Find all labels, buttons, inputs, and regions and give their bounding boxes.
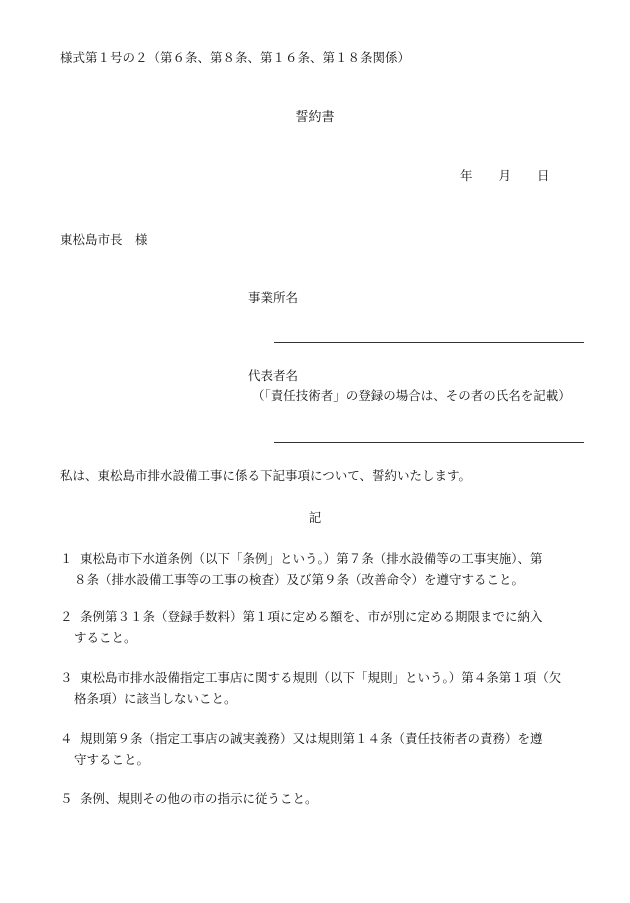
- representative-label: 代表者名: [248, 368, 299, 383]
- list-item: [60, 606, 586, 648]
- list-item: [60, 728, 586, 770]
- list-item: [60, 788, 586, 809]
- document-title: 誓約書: [295, 110, 335, 125]
- date-year-label: 年: [460, 168, 473, 183]
- list-item-continuation: 守すること。: [74, 752, 150, 767]
- declaration-text: 私は、東松島市排水設備工事に係る下記事項について、誓約いたします。: [60, 468, 472, 483]
- list-item-line: [60, 667, 586, 688]
- list-item-line: [60, 728, 586, 749]
- list-item-number: ３: [60, 670, 73, 685]
- addressee: 東松島市長 様: [60, 232, 148, 247]
- list-item-number: １: [60, 551, 73, 566]
- list-item: [60, 667, 586, 709]
- list-item-line: [60, 548, 586, 569]
- list-item-line: [60, 606, 586, 627]
- date-day-label: 日: [537, 168, 550, 183]
- date-row: [460, 170, 550, 183]
- list-item-line: [60, 788, 586, 809]
- ki-heading: 記: [308, 510, 322, 525]
- list-item-continuation: 格条項）に該当しないこと。: [74, 691, 237, 706]
- list-item-number: ２: [60, 609, 73, 624]
- list-item-continuation: ８条（排水設備工事等の工事の検査）及び第９条（改善命令）を遵守すること。: [74, 572, 525, 587]
- list-item-text: 条例、規則その他の市の指示に従うこと。: [80, 791, 318, 806]
- list-item-text: 条例第３１条（登録手数料）第１項に定める額を、市が別に定める期限までに納入: [80, 609, 543, 624]
- form-number: 様式第１号の２（第６条、第８条、第１６条、第１８条関係）: [60, 50, 411, 65]
- list-item-text: 規則第９条（指定工事店の誠実義務）又は規則第１４条（責任技術者の責務）を遵: [80, 731, 543, 746]
- list-item: [60, 548, 586, 590]
- representative-field-line[interactable]: [274, 442, 584, 443]
- date-month-label: 月: [498, 168, 512, 183]
- list-item-number: ５: [60, 791, 73, 806]
- list-item-text: 東松島市排水設備指定工事店に関する規則（以下「規則」という。）第４条第１項（欠: [80, 670, 562, 685]
- list-item-continuation: すること。: [74, 630, 137, 645]
- office-name-label: 事業所名: [248, 290, 299, 305]
- office-name-field-line[interactable]: [274, 342, 584, 343]
- representative-note: （「責任技術者」の登録の場合は、その者の氏名を記載）: [252, 388, 571, 403]
- list-item-number: ４: [60, 731, 73, 746]
- list-item-text: 東松島市下水道条例（以下「条例」という。）第７条（排水設備等の工事実施）、第: [80, 551, 543, 566]
